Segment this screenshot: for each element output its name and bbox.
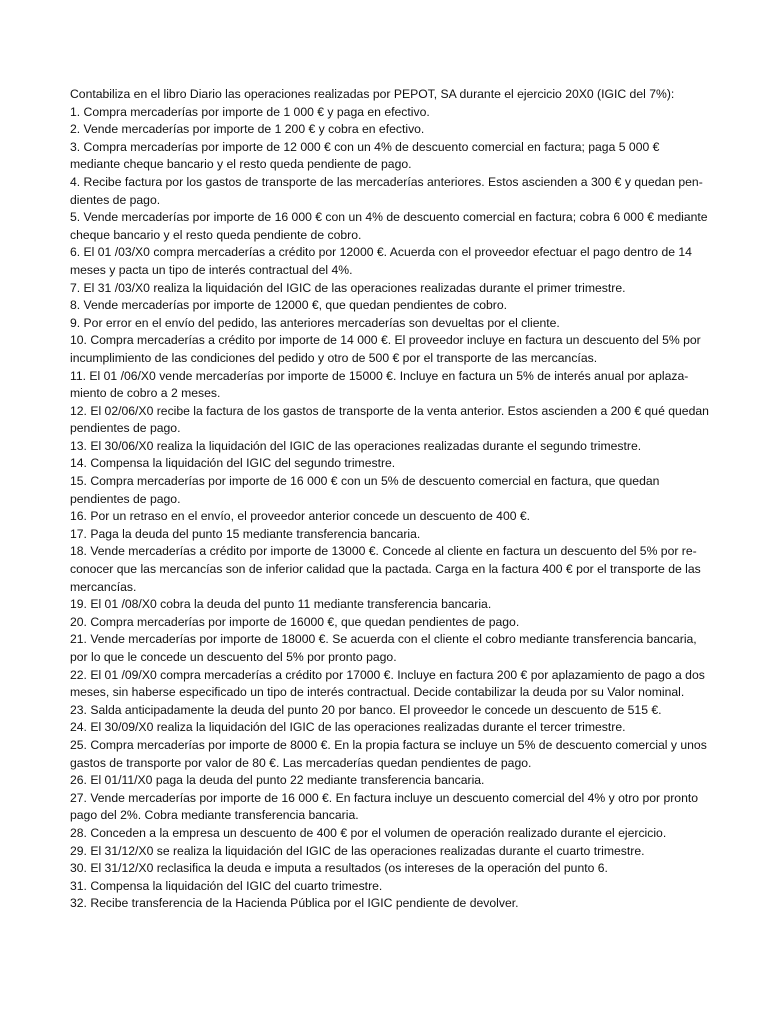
operation-item-30: 30. El 31/12/X0 reclasifica la deuda e imputa a resultados (os intereses de la operación del punto 6. [70,861,608,876]
operation-item-1: 1. Compra mercaderías por importe de 1 000 € y paga en efectivo. [70,104,430,119]
operation-item-10: 10. Compra mercaderías a crédito por importe de 14 000 €. El proveedor incluye en factura un descuento del 5% por incumplimiento de las condiciones del pedido y otro de 500 € por el transporte de las mercancías. [70,333,701,365]
operation-item-19: 19. El 01 /08/X0 cobra la deuda del punto 11 mediante transferencia bancaria. [70,597,492,612]
operation-item-14: 14. Compensa la liquidación del IGIC del segundo trimestre. [70,456,396,471]
operation-item-13: 13. El 30/06/X0 realiza la liquidación del IGIC de las operaciones realizadas durante el segundo trimestre. [70,438,642,453]
operation-item-18: 18. Vende mercaderías a crédito por importe de 13000 €. Concede al cliente en factura un descuento del 5% por re-conocer que las mercancías son de inferior calidad que la pactada. Carga en la factura 400 € por el transporte de las mercancías. [70,544,701,594]
operation-item-12: 12. El 02/06/X0 recibe la factura de los gastos de transporte de la venta anterior. Estos ascienden a 200 € qué quedan pendientes de pago. [70,403,709,436]
operation-item-5: 5. Vende mercaderías por importe de 16 000 € con un 4% de descuento comercial en factura; cobra 6 000 € mediante cheque bancario y el resto queda pendiente de cobro. [70,210,708,242]
operation-item-32: 32. Recibe transferencia de la Hacienda Pública por el IGIC pendiente de devolver. [70,896,519,911]
operation-item-20: 20. Compra mercaderías por importe de 16000 €, que quedan pendientes de pago. [70,614,520,629]
operation-item-29: 29. El 31/12/X0 se realiza la liquidación del IGIC de las operaciones realizadas durante el cuarto trimestre. [70,843,645,858]
operation-item-28: 28. Conceden a la empresa un descuento de 400 € por el volumen de operación realizado durante el ejercicio. [70,825,667,840]
operation-item-11: 11. El 01 /06/X0 vende mercaderías por importe de 15000 €. Incluye en factura un 5% de interés anual por aplaza-miento de cobro a 2 meses. [70,368,689,401]
operation-item-22: 22. El 01 /09/X0 compra mercaderías a crédito por 17000 €. Incluye en factura 200 € por aplazamiento de pago a dos meses, sin haberse especificado un tipo de interés contractual. Decide contabilizar la deuda por su Valor nominal. [70,667,705,700]
operation-item-17: 17. Paga la deuda del punto 15 mediante transferencia bancaria. [70,526,421,541]
operation-item-26: 26. El 01/11/X0 paga la deuda del punto 22 mediante transferencia bancaria. [70,773,485,788]
operation-item-24: 24. El 30/09/X0 realiza la liquidación del IGIC de las operaciones realizadas durante el tercer trimestre. [70,720,626,735]
operation-item-27: 27. Vende mercaderías por importe de 16 000 €. En factura incluye un descuento comercial del 4% y otro por pronto pago del 2%. Cobra mediante transferencia bancaria. [70,790,699,823]
document-page [70,86,710,913]
operation-item-25: 25. Compra mercaderías por importe de 8000 €. En la propia factura se incluye un 5% de descuento comercial y unos gastos de transporte por valor de 80 €. Las mercaderías quedan pendientes de pago. [70,737,707,770]
operation-item-6: 6. El 01 /03/X0 compra mercaderías a crédito por 12000 €. Acuerda con el proveedor efectuar el pago dentro de 14 meses y pacta un tipo de interés contractual del 4%. [70,245,692,277]
exercise-statement: Contabiliza en el libro Diario las operaciones realizadas por PEPOT, SA durante el ejercicio 20X0 (IGIC del 7%): [70,87,675,101]
operations-list [70,104,710,913]
operation-item-15: 15. Compra mercaderías por importe de 16 000 € con un 5% de descuento comercial en factura, que quedan pendientes de pago. [70,474,660,506]
operation-item-31: 31. Compensa la liquidación del IGIC del cuarto trimestre. [70,878,383,893]
operation-item-23: 23. Salda anticipadamente la deuda del punto 20 por banco. El proveedor le concede un descuento de 515 €. [70,702,662,717]
operation-item-7: 7. El 31 /03/X0 realiza la liquidación del IGIC de las operaciones realizadas durante el primer trimestre. [70,280,626,295]
operation-item-16: 16. Por un retraso en el envío, el proveedor anterior concede un descuento de 400 €. [70,509,531,524]
operation-item-4: 4. Recibe factura por los gastos de transporte de las mercaderías anteriores. Estos ascienden a 300 € y quedan pen-dientes de pago. [70,174,703,207]
operation-item-3: 3. Compra mercaderías por importe de 12 000 € con un 4% de descuento comercial en factura; paga 5 000 € mediante cheque bancario y el resto queda pendiente de pago. [70,139,660,172]
operation-item-9: 9. Por error en el envío del pedido, las anteriores mercaderías son devueltas por el cliente. [70,315,560,330]
operation-item-21: 21. Vende mercaderías por importe de 18000 €. Se acuerda con el cliente el cobro mediante transferencia bancaria, por lo que le concede un descuento del 5% por pronto pago. [70,632,697,664]
operation-item-2: 2. Vende mercaderías por importe de 1 200 € y cobra en efectivo. [70,122,425,137]
operation-item-8: 8. Vende mercaderías por importe de 12000 €, que quedan pendientes de cobro. [70,298,508,313]
